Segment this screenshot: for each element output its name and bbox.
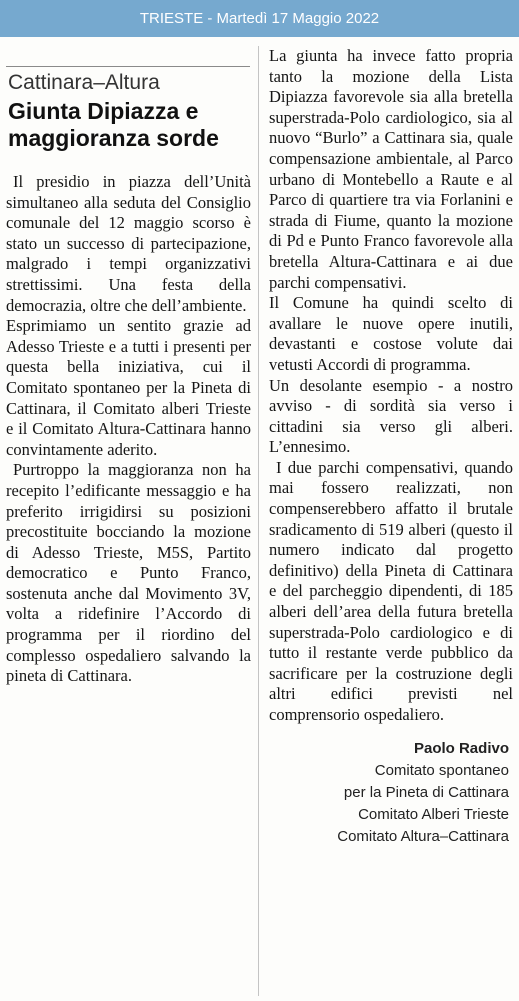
page-header-bar xyxy=(0,0,519,37)
article-headline: Giunta Dipiazza e maggioranza sorde xyxy=(8,98,219,151)
paragraph: I due parchi compensativi, quando mai fossero realizzati, non compenserebbero affatto il brutale sradicamento di 519 alberi (questo il numero indicato dal progetto definitivo) della Pineta di Cattinara e del parcheggio dipendenti, di 185 alberi dell’area della futura bretella superstrada-Polo cardiologico e di tutto il restante verde pubblico da sacrificare per la costruzione degli altri edifici previsti nel comprensorio ospedaliero. xyxy=(269,457,513,724)
article-left-column xyxy=(6,46,251,687)
paragraph: Esprimiamo un sentito grazie ad Adesso Trieste e a tutti i presenti per questa bella iniziativa, cui il Comitato spontaneo per la Pineta di Cattinara, il Comitato alberi Trieste e il Comitato Altura-Cattinara hanno convintamente aderito. xyxy=(6,316,251,459)
paragraph: Purtroppo la maggioranza non ha recepito l’edificante messaggio e ha preferito irrigidirsi su posizioni precostituite bocciando la mozione di Adesso Trieste, M5S, Partito democratico e Punto Franco, sostenuta anche dal Movimento 3V, volta a ridefinire l’Accordo di programma per il riordino del complesso ospedaliero salvando la pineta di Cattinara. xyxy=(6,460,251,686)
signature-line: Comitato Alberi Trieste xyxy=(358,805,509,823)
signature-name: Paolo Radivo xyxy=(413,739,509,757)
article-kicker: Cattinara–Altura xyxy=(8,71,160,94)
signature-line: per la Pineta di Cattinara xyxy=(343,783,509,801)
paragraph: Il presidio in piazza dell’Unità simultaneo alla seduta del Consiglio comunale del 12 maggio scorso è stato un successo di partecipazione, malgrado i tempi organizzativi strettissimi. Una festa della democrazia, oltre che dell’ambiente. xyxy=(6,172,251,315)
signature-line: Comitato Altura–Cattinara xyxy=(337,827,509,845)
paragraph: Il Comune ha quindi scelto di avallare le nuove opere inutili, devastanti e costose volute dai vetusti Accordi di programma. xyxy=(269,293,513,374)
header-dateline: TRIESTE - Martedì 17 Maggio 2022 xyxy=(139,10,380,27)
signature-line: Comitato spontaneo xyxy=(374,761,509,779)
column-divider xyxy=(258,46,259,996)
paragraph: La giunta ha invece fatto propria tanto la mozione della Lista Dipiazza favorevole sia alla bretella superstrada-Polo cardiologico, sia al nuovo “Burlo” a Cattinara sia, quale compensazione ambientale, al Parco urbano di Montebello a Raute e al Parco di quartiere tra via Forlanini e strada di Fiume, quanto la mozione di Pd e Punto Franco favorevole alla bretella Altura-Cattinara e ai due parchi compensativi. xyxy=(269,46,513,292)
paragraph: Un desolante esempio - a nostro avviso - di sordità sia verso i cittadini sia verso gli alberi. L’ennesimo. xyxy=(269,375,513,457)
article-right-column xyxy=(269,46,513,848)
